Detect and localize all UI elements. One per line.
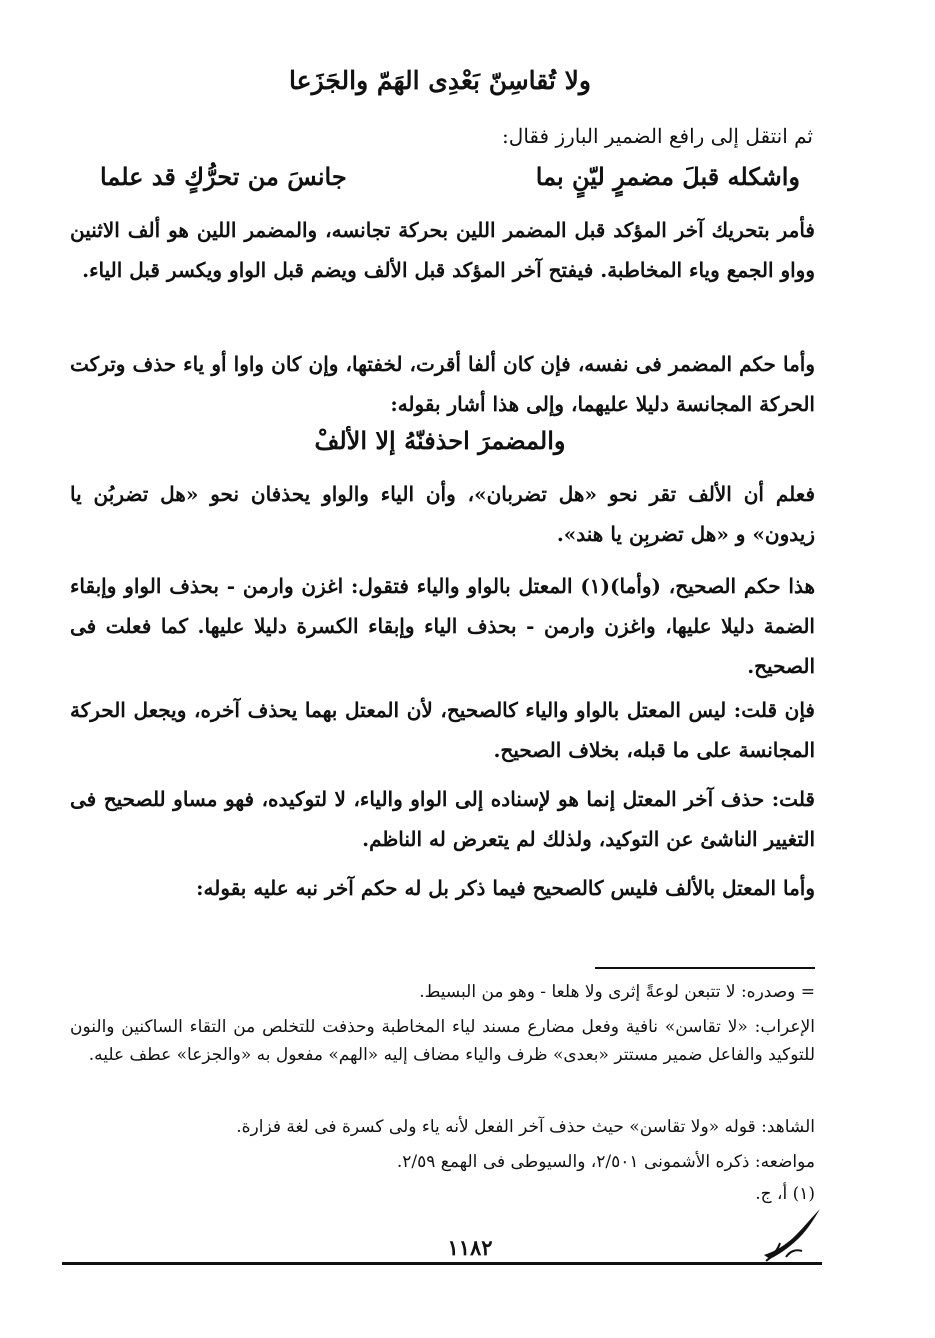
footnote-manuscript: (١) أ، ج. bbox=[755, 1184, 815, 1204]
verse-line bbox=[100, 162, 800, 206]
header-verse: ولا تُقاسِنّ بَعْدِى الهَمّ والجَزَعا bbox=[289, 66, 591, 95]
footnote-evidence: الشاهد: قوله «ولا تقاسن» حيث حذف آخر الفعل لأنه ياء ولى كسرة فى لغة فزارة. bbox=[236, 1117, 815, 1137]
paragraph-4: هذا حكم الصحيح، (وأما)(١) المعتل بالواو والياء فتقول: اغزن وارمن - بحذف الواو وإبقاء الضمة دليلا عليها، واغزن وارمن - بحذف الياء وإبقاء الكسرة دليلا عليها. كما فعلت فى الصحيح. bbox=[70, 574, 815, 678]
page-bottom-rule bbox=[62, 1262, 822, 1265]
footnote-grammar: الإعراب: «لا تقاسن» نافية وفعل مضارع مسند لياء المخاطبة وحذفت للتخلص من التقاء الساكنين والنون للتوكيد والفاعل ضمير مستتر «بعدى» ظرف والياء مضاف إليه «الهم» مفعول به «والجزعا» عطف عليه. bbox=[70, 1017, 815, 1065]
paragraph-3: فعلم أن الألف تقر نحو «هل تضربان»، وأن الياء والواو يحذفان نحو «هل تضربُن يا زيدون» و «هل تضربِن يا هند». bbox=[70, 482, 815, 546]
footnote-divider bbox=[595, 967, 815, 969]
paragraph-6: قلت: حذف آخر المعتل إنما هو لإسناده إلى الواو والياء، لا لتوكيده، فهو مساو للصحيح فى التغيير الناشئ عن التوكيد، ولذلك لم يتعرض له الناظم. bbox=[70, 787, 815, 851]
footnote-sources: مواضعه: ذكره الأشمونى ٢/٥٠١، والسيوطى فى الهمع ٢/٥٩. bbox=[396, 1152, 815, 1172]
intro-line: ثم انتقل إلى رافع الضمير البارز فقال: bbox=[502, 124, 813, 148]
paragraph-1: فأمر بتحريك آخر المؤكد قبل المضمر اللين بحركة تجانسه، والمضمر اللين هو ألف الاثنين وواو الجمع وياء المخاطبة. فيفتح آخر المؤكد قبل الألف ويضم قبل الواو ويكسر قبل الياء. bbox=[70, 218, 815, 282]
verse-hemistich-second: جانسَ من تحرُّكٍ قد علما bbox=[100, 162, 347, 191]
paragraph-7: وأما المعتل بالألف فليس كالصحيح فيما ذكر بل له حكم آخر نبه عليه بقوله: bbox=[196, 876, 815, 900]
page-number: ١١٨٢ bbox=[447, 1235, 493, 1260]
paragraph-2: وأما حكم المضمر فى نفسه، فإن كان ألفا أقرت، لخفتها، وإن كان واوا أو ياء حذف وتركت الحركة المجانسة دليلا عليهما، وإلى هذا أشار بقوله: bbox=[70, 352, 815, 416]
footnote-verse: = وصدره: لا تتبعن لوعةً إثرى ولا هلعا - وهو من البسيط. bbox=[419, 982, 815, 1002]
verse-line-2: والمضمرَ احذفنّهُ إلا الألفْ bbox=[314, 426, 566, 455]
paragraph-5: فإن قلت: ليس المعتل بالواو والياء كالصحيح، لأن المعتل بهما يحذف آخره، ويجعل الحركة المجانسة على ما قبله، بخلاف الصحيح. bbox=[70, 698, 815, 762]
verse-hemistich-first: واشكله قبلَ مضمرٍ ليّنٍ بما bbox=[535, 162, 800, 191]
quill-logo-icon bbox=[756, 1205, 826, 1265]
